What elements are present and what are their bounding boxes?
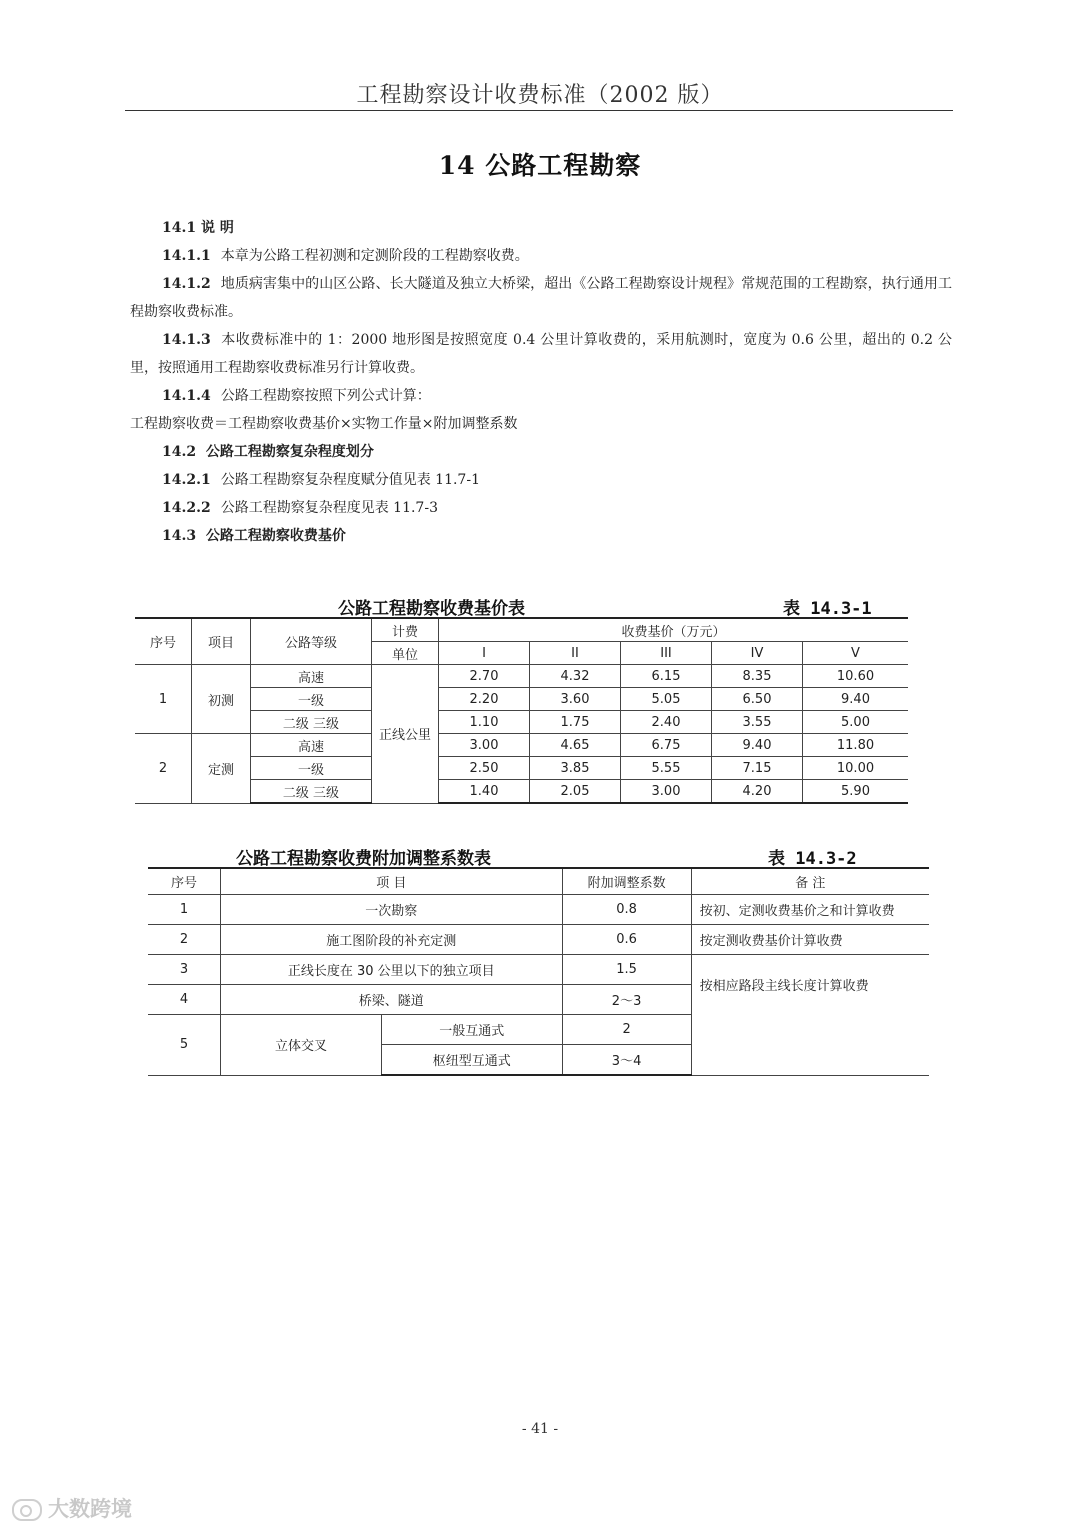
price-cell: 6.50 <box>712 688 803 711</box>
header-coef: 附加调整系数 <box>562 868 691 895</box>
row-seq: 2 <box>135 734 192 804</box>
table-row <box>135 688 908 711</box>
row-item: 正线长度在 30 公里以下的独立项目 <box>221 955 563 985</box>
table-row <box>148 955 929 985</box>
row-grade: 二级 三级 <box>251 711 372 734</box>
table-row <box>135 734 908 757</box>
paragraph-14-2-2: 14.2.2 公路工程勘察复杂程度见表 11.7-3 <box>162 500 438 516</box>
price-cell: 5.90 <box>803 780 909 804</box>
row-grade: 高速 <box>251 665 372 688</box>
row-grade: 高速 <box>251 734 372 757</box>
row-coef: 0.8 <box>562 895 691 925</box>
row-item: 施工图阶段的补充定测 <box>221 925 563 955</box>
row-coef: 0.6 <box>562 925 691 955</box>
row-grade: 一级 <box>251 757 372 780</box>
paragraph-14-1-4: 14.1.4 公路工程勘察按照下列公式计算： <box>162 388 431 404</box>
table1-number: 表 14.3-1 <box>783 599 872 619</box>
paragraph-14-1-2: 14.1.2 地质病害集中的山区公路、长大隧道及独立大桥梁，超出《公路工程勘察设计规程》常规范围的工程勘察，执行通用工程勘察收费标准。 <box>130 276 952 320</box>
chapter-title: 14 公路工程勘察 <box>438 151 642 180</box>
price-cell: 5.55 <box>621 757 712 780</box>
price-cell: 1.10 <box>439 711 530 734</box>
row-note: 按定测收费基价计算收费 <box>691 925 929 955</box>
row-item: 定测 <box>192 734 251 804</box>
price-cell: 8.35 <box>712 665 803 688</box>
price-cell: 9.40 <box>803 688 909 711</box>
row-seq: 1 <box>135 665 192 734</box>
row-item: 桥梁、隧道 <box>221 985 563 1015</box>
price-cell: 4.32 <box>530 665 621 688</box>
watermark: 大数跨境 <box>12 1493 132 1523</box>
header-item: 项目 <box>192 618 251 665</box>
row-coef: 1.5 <box>562 955 691 985</box>
price-cell: 3.00 <box>621 780 712 804</box>
row-seq: 3 <box>148 955 221 985</box>
price-cell: 2.50 <box>439 757 530 780</box>
price-cell: 11.80 <box>803 734 909 757</box>
fee-base-price-table <box>135 617 908 804</box>
table-header-row <box>135 618 908 642</box>
header-seq: 序号 <box>135 618 192 665</box>
table2-caption: 公路工程勘察收费附加调整系数表 <box>236 849 491 869</box>
header-unit-top: 计费 <box>372 618 439 642</box>
price-cell: 4.65 <box>530 734 621 757</box>
watermark-logo-icon <box>12 1499 42 1521</box>
page-number: - 41 - <box>521 1421 559 1437</box>
price-cell: 9.40 <box>712 734 803 757</box>
row-grade: 二级 三级 <box>251 780 372 804</box>
price-cell: 3.00 <box>439 734 530 757</box>
price-cell: 3.60 <box>530 688 621 711</box>
body-text <box>130 214 952 550</box>
table-row <box>135 757 908 780</box>
header-level: V <box>803 642 909 665</box>
table-row <box>135 665 908 688</box>
row-coef: 2～3 <box>562 985 691 1015</box>
row-note: 按初、定测收费基价之和计算收费 <box>691 895 929 925</box>
row-item: 初测 <box>192 665 251 734</box>
row-item: 一次勘察 <box>221 895 563 925</box>
table1-caption: 公路工程勘察收费基价表 <box>338 599 525 619</box>
header-level: IV <box>712 642 803 665</box>
row-subitem: 枢纽型互通式 <box>382 1045 563 1076</box>
price-cell: 6.15 <box>621 665 712 688</box>
price-cell: 7.15 <box>712 757 803 780</box>
header-level: III <box>621 642 712 665</box>
row-subitem: 一般互通式 <box>382 1015 563 1045</box>
row-seq: 4 <box>148 985 221 1015</box>
section-14-2: 14.2 公路工程勘察复杂程度划分 <box>162 444 374 460</box>
formula: 工程勘察收费＝工程勘察收费基价×实物工作量×附加调整系数 <box>130 416 518 432</box>
table-row <box>148 925 929 955</box>
price-cell: 2.05 <box>530 780 621 804</box>
row-grade: 一级 <box>251 688 372 711</box>
adjustment-coefficient-table <box>148 867 929 1076</box>
price-cell: 6.75 <box>621 734 712 757</box>
section-14-3: 14.3 公路工程勘察收费基价 <box>162 528 346 544</box>
price-cell: 5.00 <box>803 711 909 734</box>
price-cell: 5.05 <box>621 688 712 711</box>
price-cell: 10.00 <box>803 757 909 780</box>
paragraph-14-2-1: 14.2.1 公路工程勘察复杂程度赋分值见表 11.7-1 <box>162 472 480 488</box>
header-level: II <box>530 642 621 665</box>
row-coef: 2 <box>562 1015 691 1045</box>
price-cell: 10.60 <box>803 665 909 688</box>
table-header-row <box>148 868 929 895</box>
table2-number: 表 14.3-2 <box>768 849 857 869</box>
price-cell: 3.85 <box>530 757 621 780</box>
header-rule <box>125 110 953 111</box>
row-note: 按相应路段主线长度计算收费 <box>691 955 929 1076</box>
row-seq: 5 <box>148 1015 221 1076</box>
header-unit-bottom: 单位 <box>372 642 439 665</box>
running-header: 工程勘察设计收费标准（2002 版） <box>356 83 724 108</box>
header-note: 备 注 <box>691 868 929 895</box>
row-seq: 1 <box>148 895 221 925</box>
row-seq: 2 <box>148 925 221 955</box>
price-cell: 1.75 <box>530 711 621 734</box>
table-row <box>135 711 908 734</box>
table-row <box>135 780 908 804</box>
unit-value: 正线公里 <box>372 665 439 804</box>
paragraph-14-1-3: 14.1.3 本收费标准中的 1：2000 地形图是按照宽度 0.4 公里计算收费的，采用航测时，宽度为 0.6 公里，超出的 0.2 公里，按照通用工程勘察收费标准另行计算收费。 <box>130 332 952 376</box>
header-item: 项 目 <box>221 868 563 895</box>
price-cell: 2.70 <box>439 665 530 688</box>
row-coef: 3～4 <box>562 1045 691 1076</box>
section-14-1: 14.1 说 明 <box>162 220 234 236</box>
paragraph-14-1-1: 14.1.1 本章为公路工程初测和定测阶段的工程勘察收费。 <box>162 248 529 264</box>
price-cell: 2.20 <box>439 688 530 711</box>
price-cell: 4.20 <box>712 780 803 804</box>
header-grade: 公路等级 <box>251 618 372 665</box>
price-cell: 2.40 <box>621 711 712 734</box>
row-item: 立体交叉 <box>221 1015 382 1076</box>
table-row <box>148 895 929 925</box>
price-cell: 3.55 <box>712 711 803 734</box>
header-seq: 序号 <box>148 868 221 895</box>
price-cell: 1.40 <box>439 780 530 804</box>
header-level: I <box>439 642 530 665</box>
header-price: 收费基价（万元） <box>439 618 909 642</box>
